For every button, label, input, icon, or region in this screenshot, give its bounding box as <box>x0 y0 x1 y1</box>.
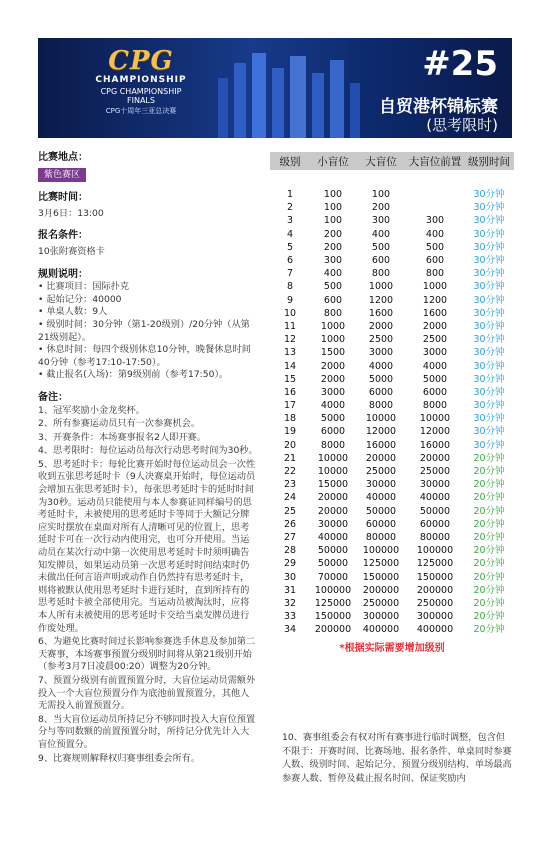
cell-level: 28 <box>283 545 297 557</box>
cell-level: 7 <box>286 268 294 280</box>
cell-big-blind: 30000 <box>365 479 397 491</box>
cell-level-time: 20分钟 <box>473 545 505 557</box>
table-row <box>270 544 514 557</box>
cell-level: 34 <box>283 624 297 636</box>
cell-level-time: 20分钟 <box>473 597 505 609</box>
cell-level: 6 <box>286 255 294 267</box>
cell-small-blind: 800 <box>323 307 343 319</box>
table-row <box>270 280 514 293</box>
notes-section <box>38 392 258 765</box>
cell-big-blind: 1200 <box>368 294 394 306</box>
table-row <box>270 505 514 518</box>
rule-item: • 休息时间：每四个级别休息10分钟，晚餐休息时间40分钟（参考17:10-17:50）。 <box>38 344 251 368</box>
cell-level-time: 20分钟 <box>473 531 505 543</box>
cell-big-blind: 20000 <box>365 452 397 464</box>
cell-big-blind: 1000 <box>368 281 394 293</box>
cell-small-blind: 300 <box>323 255 343 267</box>
table-footnote: *根据实际需要增加级别 <box>339 643 445 654</box>
table-row <box>270 478 514 491</box>
cell-level-time: 30分钟 <box>473 281 505 293</box>
cell-level-time: 30分钟 <box>473 307 505 319</box>
cell-big-blind: 100000 <box>362 545 400 557</box>
cell-level-time: 20分钟 <box>473 492 505 504</box>
cell-ante: 1000 <box>422 281 448 293</box>
table-row <box>270 214 514 227</box>
cell-level-time: 30分钟 <box>473 386 505 398</box>
cell-level-time: 30分钟 <box>473 347 505 359</box>
cell-small-blind: 4000 <box>320 400 346 412</box>
cell-big-blind: 400000 <box>362 624 400 636</box>
cell-ante: 20000 <box>419 452 451 464</box>
cell-big-blind: 60000 <box>365 518 397 530</box>
cell-big-blind: 125000 <box>362 558 400 570</box>
cell-big-blind: 50000 <box>365 505 397 517</box>
cell-level-time: 20分钟 <box>473 571 505 583</box>
cell-level: 31 <box>283 584 297 596</box>
cell-small-blind: 2000 <box>320 360 346 372</box>
header-small-blind: 小盲位 <box>310 152 356 170</box>
cell-ante: 25000 <box>419 466 451 478</box>
cell-level: 15 <box>283 373 297 385</box>
table-body <box>270 188 514 636</box>
cell-level-time: 30分钟 <box>473 320 505 332</box>
time-section <box>38 192 258 220</box>
cell-small-blind: 70000 <box>317 571 349 583</box>
header-ante: 大盲位前置 <box>406 152 464 170</box>
cell-level: 2 <box>286 202 294 214</box>
rules-label: 规则说明： <box>38 268 88 280</box>
cell-level: 24 <box>283 492 297 504</box>
cell-small-blind: 600 <box>323 294 343 306</box>
logo-line-3: CPG十周年三亚总决赛 <box>105 107 177 115</box>
cell-ante: 100000 <box>416 545 454 557</box>
cell-level: 17 <box>283 400 297 412</box>
cell-big-blind: 1600 <box>368 307 394 319</box>
cell-small-blind: 100 <box>323 215 343 227</box>
rule-item: • 单桌人数：9人 <box>38 306 108 318</box>
rule-item: • 截止报名(入场)：第9级别前（参考17:50）。 <box>38 369 229 381</box>
note-item: 8、当大盲位运动员所持记分不够同时投入大盲位预置分与等同数额的前置预置分时，所持记分优先计入大盲位预置分。 <box>38 713 256 750</box>
header-level: 级别 <box>270 152 310 170</box>
event-banner <box>38 38 512 138</box>
cell-level-time: 20分钟 <box>473 558 505 570</box>
event-name: 自贸港杯锦标赛 <box>379 97 498 117</box>
cell-big-blind: 2500 <box>368 334 394 346</box>
cell-small-blind: 10000 <box>317 452 349 464</box>
table-row <box>270 346 514 359</box>
cell-level: 26 <box>283 518 297 530</box>
cell-big-blind: 600 <box>371 255 391 267</box>
cell-small-blind: 100 <box>323 202 343 214</box>
table-row <box>270 254 514 267</box>
cell-level-time: 20分钟 <box>473 624 505 636</box>
cell-level-time: 30分钟 <box>473 294 505 306</box>
cell-small-blind: 1000 <box>320 334 346 346</box>
cell-big-blind: 25000 <box>365 466 397 478</box>
cell-level: 20 <box>283 439 297 451</box>
cell-level: 29 <box>283 558 297 570</box>
cell-small-blind: 1000 <box>320 320 346 332</box>
cell-small-blind: 6000 <box>320 426 346 438</box>
table-row <box>270 491 514 504</box>
cell-level: 1 <box>286 189 294 201</box>
logo-sub: CHAMPIONSHIP <box>95 75 187 85</box>
cell-ante: 10000 <box>419 413 451 425</box>
cell-small-blind: 1500 <box>320 347 346 359</box>
cell-level: 25 <box>283 505 297 517</box>
cell-ante: 60000 <box>419 518 451 530</box>
logo-mark: CPG <box>108 46 174 76</box>
table-row <box>270 623 514 636</box>
cell-ante: 40000 <box>419 492 451 504</box>
cell-ante: 1600 <box>422 307 448 319</box>
note-item: 7、预置分级别有前置预置分时，大盲位运动员需额外投入一个大盲位预置分作为底池前置预置分，其他人无需投入前置预置分。 <box>38 674 256 712</box>
cell-small-blind: 100 <box>323 189 343 201</box>
cell-ante: 300 <box>425 215 445 227</box>
note-item: 3、开赛条件：本场赛事报名2人即开赛。 <box>38 431 206 443</box>
note-item: 9、比赛规则解释权归赛事组委会所有。 <box>38 752 201 764</box>
table-row <box>270 610 514 623</box>
cell-level-time: 20分钟 <box>473 505 505 517</box>
notes-label: 备注： <box>38 391 68 403</box>
table-row <box>270 320 514 333</box>
cell-small-blind: 500 <box>323 281 343 293</box>
venue-section <box>38 152 258 182</box>
table-row <box>270 386 514 399</box>
cell-big-blind: 8000 <box>368 400 394 412</box>
cell-ante: 12000 <box>419 426 451 438</box>
table-row <box>270 531 514 544</box>
cell-ante <box>406 201 464 214</box>
cell-ante: 200000 <box>416 584 454 596</box>
table-row <box>270 518 514 531</box>
cell-big-blind: 150000 <box>362 571 400 583</box>
note-item: 4、思考限时：每位运动员每次行动思考时间为30秒。 <box>38 445 258 457</box>
table-row <box>270 188 514 201</box>
cell-level: 10 <box>283 307 297 319</box>
cell-level: 16 <box>283 386 297 398</box>
entry-value: 10张附赛资格卡 <box>38 245 105 257</box>
cell-ante: 8000 <box>422 400 448 412</box>
cell-small-blind: 150000 <box>314 611 352 623</box>
cell-level: 33 <box>283 611 297 623</box>
cell-big-blind: 800 <box>371 268 391 280</box>
cell-level-time: 20分钟 <box>473 466 505 478</box>
header-big-blind: 大盲位 <box>356 152 406 170</box>
blind-structure-table <box>270 152 514 636</box>
cell-level: 23 <box>283 479 297 491</box>
cell-big-blind: 250000 <box>362 597 400 609</box>
cell-level-time: 20分钟 <box>473 452 505 464</box>
entry-section <box>38 230 258 258</box>
table-row <box>270 201 514 214</box>
cell-level: 32 <box>283 597 297 609</box>
cell-small-blind: 125000 <box>314 597 352 609</box>
table-row <box>270 241 514 254</box>
cell-big-blind: 10000 <box>365 413 397 425</box>
table-row <box>270 557 514 570</box>
cell-ante: 3000 <box>422 347 448 359</box>
note-item: 6、为避免比赛时间过长影响参赛选手休息及参加第二天赛事，本场赛事预置分级别时间将从第21级别开始（参考3月7日凌晨00:20）调整为20分钟。 <box>38 636 256 673</box>
cell-ante: 2000 <box>422 320 448 332</box>
cell-small-blind: 20000 <box>317 492 349 504</box>
cell-big-blind: 300 <box>371 215 391 227</box>
cell-small-blind: 200000 <box>314 624 352 636</box>
cell-ante: 2500 <box>422 334 448 346</box>
header-level-time: 级别时间 <box>464 152 514 170</box>
cell-level: 27 <box>283 531 297 543</box>
table-row <box>270 333 514 346</box>
rule-item: • 比赛项目：国际扑克 <box>38 281 130 293</box>
cell-ante: 125000 <box>416 558 454 570</box>
cell-ante <box>406 188 464 201</box>
table-row <box>270 452 514 465</box>
cell-big-blind: 400 <box>371 228 391 240</box>
time-value: 3月6日：13:00 <box>38 207 104 219</box>
cell-level-time: 30分钟 <box>473 426 505 438</box>
table-row <box>270 597 514 610</box>
cell-level-time: 30分钟 <box>473 215 505 227</box>
table-row <box>270 439 514 452</box>
cell-level: 3 <box>286 215 294 227</box>
cell-ante: 600 <box>425 255 445 267</box>
cell-ante: 300000 <box>416 611 454 623</box>
cell-small-blind: 40000 <box>317 531 349 543</box>
cell-level: 11 <box>283 320 297 332</box>
cell-big-blind: 100 <box>371 189 391 201</box>
cell-ante: 30000 <box>419 479 451 491</box>
cell-level: 14 <box>283 360 297 372</box>
cell-level-time: 30分钟 <box>473 360 505 372</box>
cell-ante: 250000 <box>416 597 454 609</box>
cell-level-time: 30分钟 <box>473 439 505 451</box>
cell-small-blind: 10000 <box>317 466 349 478</box>
cell-ante: 80000 <box>419 531 451 543</box>
cell-level: 4 <box>286 228 294 240</box>
cell-small-blind: 5000 <box>320 413 346 425</box>
cell-big-blind: 3000 <box>368 347 394 359</box>
cell-big-blind: 200000 <box>362 584 400 596</box>
cell-small-blind: 20000 <box>317 505 349 517</box>
cell-level: 30 <box>283 571 297 583</box>
cell-level-time: 30分钟 <box>473 373 505 385</box>
cell-small-blind: 15000 <box>317 479 349 491</box>
cell-small-blind: 200 <box>323 241 343 253</box>
info-column <box>38 152 258 775</box>
logo-line-2: CPG CHAMPIONSHIP FINALS <box>100 87 182 105</box>
rules-section <box>38 269 258 382</box>
table-header-row <box>270 152 514 170</box>
city-skyline-graphic <box>208 48 368 138</box>
table-row <box>270 465 514 478</box>
cell-level-time: 20分钟 <box>473 584 505 596</box>
event-number: #25 <box>422 44 498 84</box>
cell-big-blind: 4000 <box>368 360 394 372</box>
cpg-logo <box>86 48 196 116</box>
cell-big-blind: 300000 <box>362 611 400 623</box>
cell-ante: 50000 <box>419 505 451 517</box>
cell-level-time: 30分钟 <box>473 228 505 240</box>
cell-level-time: 30分钟 <box>473 255 505 267</box>
table-row <box>270 307 514 320</box>
cell-big-blind: 6000 <box>368 386 394 398</box>
cell-ante: 1200 <box>422 294 448 306</box>
event-subtitle: (思考限时) <box>426 116 498 134</box>
cell-level-time: 20分钟 <box>473 518 505 530</box>
cell-big-blind: 2000 <box>368 320 394 332</box>
rule-item: • 起始记分：40000 <box>38 293 122 305</box>
cell-level-time: 30分钟 <box>473 189 505 201</box>
table-row <box>270 228 514 241</box>
cell-ante: 6000 <box>422 386 448 398</box>
table-row <box>270 267 514 280</box>
entry-label: 报名条件： <box>38 230 88 242</box>
cell-level: 18 <box>283 413 297 425</box>
note-item: 2、所有参赛运动员只有一次参赛机会。 <box>38 418 201 430</box>
cell-ante: 800 <box>425 268 445 280</box>
cell-level: 13 <box>283 347 297 359</box>
cell-small-blind: 3000 <box>320 386 346 398</box>
cell-level-time: 20分钟 <box>473 479 505 491</box>
cell-big-blind: 500 <box>371 241 391 253</box>
cell-level-time: 20分钟 <box>473 611 505 623</box>
cell-big-blind: 12000 <box>365 426 397 438</box>
cell-level: 12 <box>283 334 297 346</box>
cell-level-time: 30分钟 <box>473 413 505 425</box>
table-row <box>270 584 514 597</box>
table-row <box>270 425 514 438</box>
cell-big-blind: 200 <box>371 202 391 214</box>
rule-item: • 级别时间：30分钟（第1-20级别）/20分钟（从第21级别起）。 <box>38 318 250 343</box>
cell-level: 19 <box>283 426 297 438</box>
table-row <box>270 570 514 583</box>
cell-small-blind: 50000 <box>317 545 349 557</box>
table-row <box>270 399 514 412</box>
table-row <box>270 373 514 386</box>
cell-small-blind: 200 <box>323 228 343 240</box>
cell-level-time: 30分钟 <box>473 268 505 280</box>
cell-level-time: 30分钟 <box>473 400 505 412</box>
cell-level: 9 <box>286 294 294 306</box>
note-item: 5、思考延时卡：每轮比赛开始时每位运动员会一次性收到五张思考延时卡（9人决赛桌开始时，每位运动员会增加五张思考延时卡），每张思考延时卡的延时时间为30秒。运动员只能使用与本人参赛证同样编号的思考延时卡，未被使用的思考延时卡等同于大额记分牌应实时摆放在桌面对所有人清晰可见的位置上，思考延时卡可在一次行动内使用完，也可分开使用。当运动员在某次行动中第一次使用思考延时卡时须明确告知发牌员，如果运动员第一次思考延时时间结束时仍未做出任何言语声明或动作自仍然持有思考延时卡，则将被默认使用思考延时卡进行延时，直到所持有的思考延时卡被全部使用完。当运动员被淘汰时，应将本人所有未被使用的思考延时卡交给当桌发牌员进行作废处理。 <box>38 458 256 634</box>
cell-big-blind: 80000 <box>365 531 397 543</box>
cell-level-time: 30分钟 <box>473 241 505 253</box>
cell-level: 8 <box>286 281 294 293</box>
time-label: 比赛时间： <box>38 192 88 204</box>
cell-ante: 16000 <box>419 439 451 451</box>
cell-level: 5 <box>286 241 294 253</box>
cell-level: 21 <box>283 452 297 464</box>
cell-small-blind: 50000 <box>317 558 349 570</box>
cell-big-blind: 40000 <box>365 492 397 504</box>
cell-big-blind: 5000 <box>368 373 394 385</box>
venue-label: 比赛地点： <box>38 152 88 163</box>
table-row <box>270 359 514 372</box>
cell-ante: 4000 <box>422 360 448 372</box>
cell-small-blind: 400 <box>323 268 343 280</box>
cell-small-blind: 8000 <box>320 439 346 451</box>
cell-small-blind: 100000 <box>314 584 352 596</box>
cell-ante: 400 <box>425 228 445 240</box>
cell-small-blind: 30000 <box>317 518 349 530</box>
cell-ante: 400000 <box>416 624 454 636</box>
cell-small-blind: 2000 <box>320 373 346 385</box>
cell-level: 22 <box>283 466 297 478</box>
table-row <box>270 294 514 307</box>
cell-ante: 5000 <box>422 373 448 385</box>
cell-level-time: 30分钟 <box>473 334 505 346</box>
note-item-10: 10、赛事组委会有权对所有赛事进行临时调整，包含但不限于：开赛时间、比赛场地、报名条件、单桌同时参赛人数、级别时间、起始记分、预置分级别结构、单场最高参赛人数、暂停及截止报名时间、保证奖励内 <box>282 732 512 784</box>
note-item: 1、冠军奖励小金龙奖杯。 <box>38 404 145 416</box>
table-row <box>270 412 514 425</box>
cell-ante: 500 <box>425 241 445 253</box>
cell-level-time: 30分钟 <box>473 202 505 214</box>
venue-badge: 紫色赛区 <box>38 168 86 183</box>
cell-ante: 150000 <box>416 571 454 583</box>
cell-big-blind: 16000 <box>365 439 397 451</box>
